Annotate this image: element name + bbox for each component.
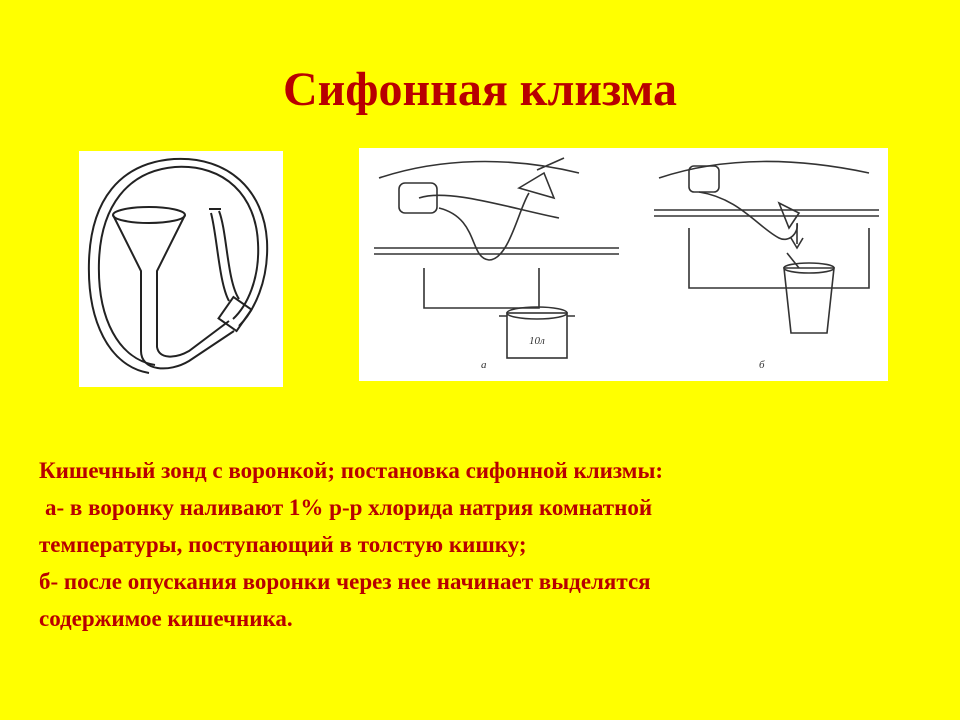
caption-line: содержимое кишечника. — [39, 606, 293, 631]
funnel-probe-figure — [79, 151, 283, 387]
figure-caption — [39, 452, 939, 637]
label-a: а — [481, 359, 487, 371]
caption-line: б- после опускания воронки через нее начинает выделятся — [39, 569, 651, 594]
label-b: б — [759, 359, 765, 371]
funnel-probe-icon — [79, 151, 283, 387]
caption-line: температуры, поступающий в толстую кишку; — [39, 532, 527, 557]
caption-line: Кишечный зонд с воронкой; постановка сифонной клизмы: — [39, 458, 664, 483]
siphon-procedure-icon — [359, 148, 888, 381]
siphon-procedure-figure — [359, 148, 888, 381]
bucket-label: 10л — [529, 335, 545, 347]
caption-line: а- в воронку наливают 1% р-р хлорида натрия комнатной — [45, 495, 653, 520]
slide-title: Сифонная клизма — [282, 63, 678, 116]
